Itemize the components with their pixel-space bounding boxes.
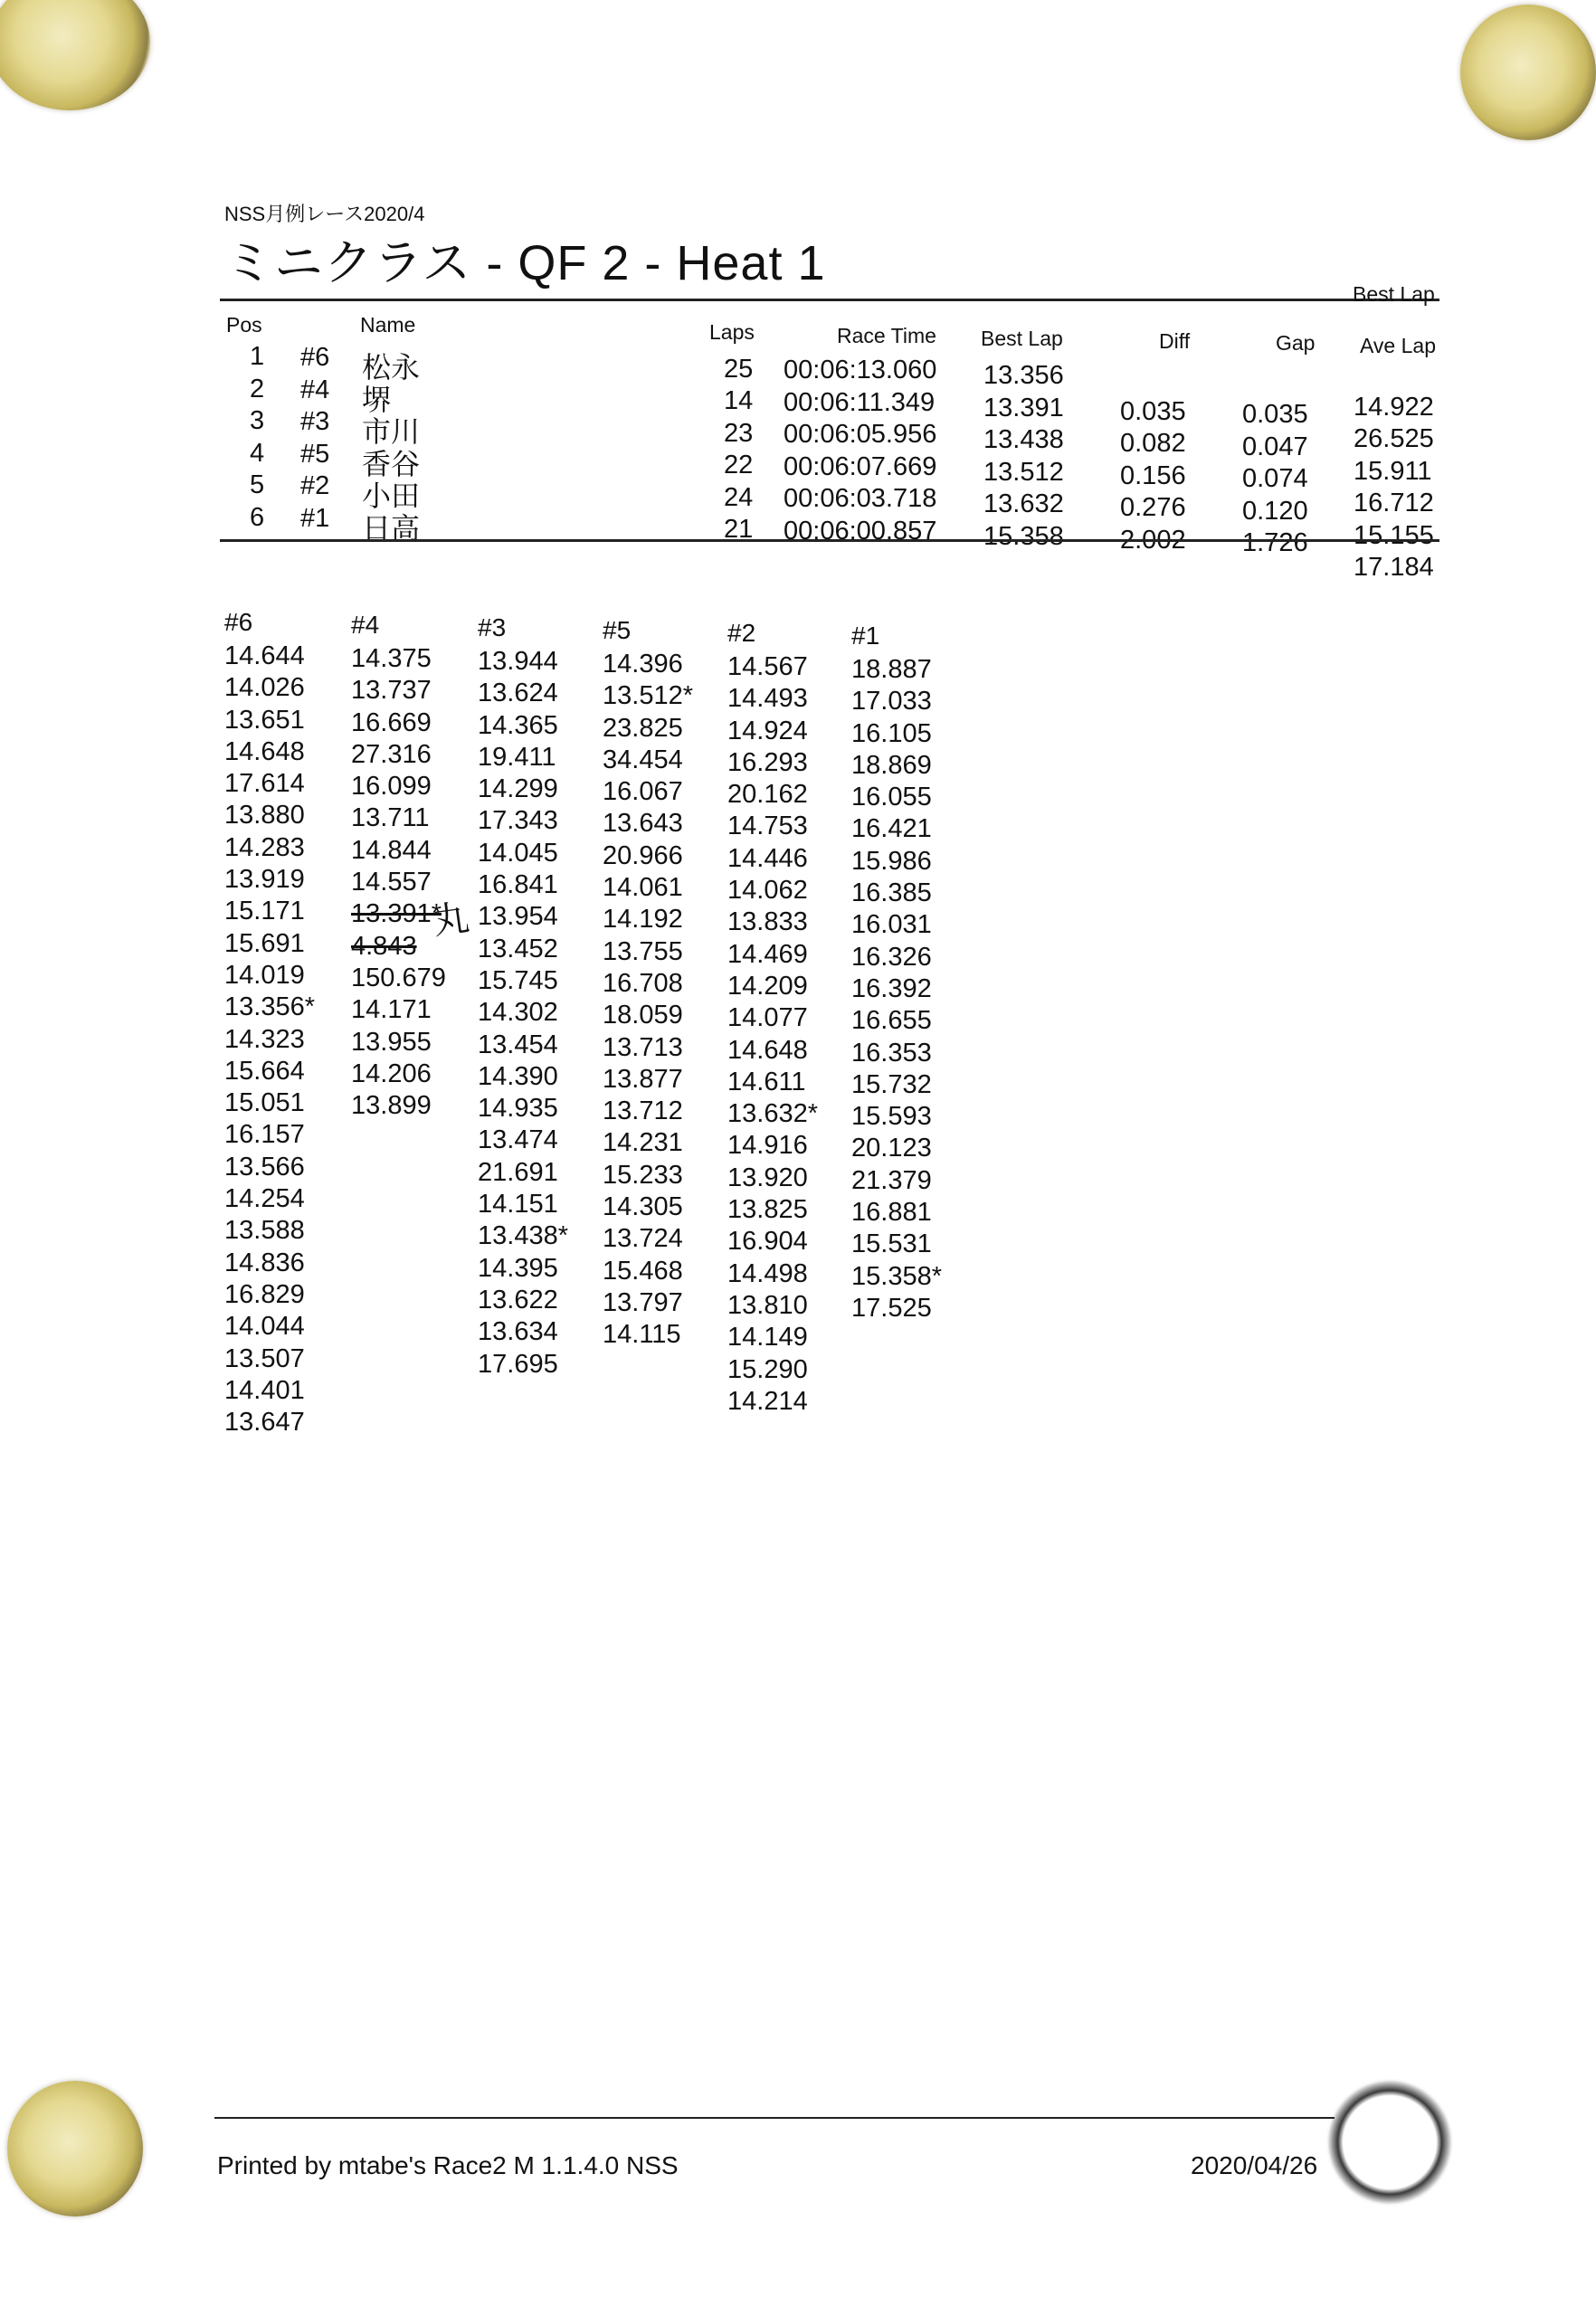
lap-time: 18.887 bbox=[851, 655, 932, 684]
result-ave-lap: 15.155 bbox=[1354, 520, 1434, 550]
lap-column-car-number: #1 bbox=[851, 622, 880, 650]
col-header-gap: Gap bbox=[1276, 331, 1316, 355]
lap-column-car-number: #3 bbox=[478, 613, 507, 641]
lap-time: 14.611 bbox=[727, 1067, 806, 1096]
result-laps: 21 bbox=[724, 515, 754, 545]
col-header-ave-lap: Ave Lap bbox=[1360, 334, 1436, 357]
lap-column bbox=[478, 613, 568, 1381]
result-best-lap: 13.356 bbox=[983, 361, 1064, 391]
lap-time: 14.648 bbox=[224, 736, 305, 766]
lap-time: 13.454 bbox=[478, 1030, 558, 1059]
result-gap: 0.047 bbox=[1242, 432, 1308, 461]
lap-time: 15.664 bbox=[224, 1056, 305, 1086]
lap-time: 13.391* bbox=[351, 899, 442, 929]
lap-time: 13.632* bbox=[727, 1099, 818, 1129]
footer-date: 2020/04/26 bbox=[1191, 2151, 1318, 2179]
result-car-number: #1 bbox=[300, 503, 330, 533]
result-pos: 5 bbox=[250, 470, 265, 499]
lap-column bbox=[851, 622, 942, 1324]
lap-time: 13.452 bbox=[478, 934, 558, 963]
lap-time: 17.343 bbox=[478, 806, 558, 836]
result-pos: 4 bbox=[250, 438, 265, 468]
lap-time: 13.588 bbox=[224, 1216, 305, 1246]
lap-time: 16.293 bbox=[727, 747, 808, 777]
col-header-diff: Diff bbox=[1159, 329, 1191, 353]
result-race-time: 00:06:03.718 bbox=[784, 484, 937, 514]
col-header-name: Name bbox=[360, 313, 416, 337]
pushpin-bottom-right-icon bbox=[1326, 2079, 1453, 2206]
result-laps: 22 bbox=[724, 451, 754, 480]
result-car-number: #2 bbox=[300, 471, 330, 501]
result-laps: 14 bbox=[724, 386, 754, 416]
lap-time: 16.904 bbox=[727, 1227, 808, 1257]
lap-time: 13.651 bbox=[224, 705, 305, 735]
result-best-lap: 15.358 bbox=[983, 521, 1064, 551]
lap-time: 14.557 bbox=[351, 868, 432, 897]
result-race-time: 00:06:05.956 bbox=[784, 420, 937, 450]
lap-time: 14.206 bbox=[351, 1058, 432, 1088]
lap-time: 16.708 bbox=[603, 968, 683, 998]
lap-time: 21.691 bbox=[478, 1157, 558, 1187]
lap-time: 20.162 bbox=[727, 780, 808, 810]
result-best-lap: 13.632 bbox=[983, 489, 1064, 519]
lap-time: 13.797 bbox=[603, 1287, 683, 1317]
lap-time: 14.299 bbox=[478, 774, 558, 804]
lap-time: 16.326 bbox=[851, 942, 932, 972]
col-header-laps: Laps bbox=[709, 320, 755, 344]
result-driver-name: 日高 bbox=[362, 511, 421, 545]
lap-time: 13.647 bbox=[224, 1408, 305, 1438]
lap-time: 14.305 bbox=[603, 1192, 683, 1222]
lap-time: 18.059 bbox=[603, 1001, 683, 1030]
result-laps: 24 bbox=[724, 482, 754, 512]
lap-column-car-number: #2 bbox=[727, 619, 756, 647]
lap-time: 16.881 bbox=[851, 1198, 932, 1228]
lap-time: 13.724 bbox=[603, 1224, 683, 1254]
lap-time: 14.498 bbox=[727, 1258, 808, 1288]
lap-time: 14.836 bbox=[224, 1248, 305, 1277]
lap-time: 13.810 bbox=[727, 1290, 808, 1320]
lap-time: 13.711 bbox=[351, 803, 430, 833]
lap-time: 14.077 bbox=[727, 1003, 808, 1033]
result-race-time: 00:06:07.669 bbox=[784, 451, 937, 481]
lap-time: 14.753 bbox=[727, 812, 808, 841]
lap-time: 15.171 bbox=[224, 897, 305, 926]
result-diff: 0.035 bbox=[1120, 396, 1186, 426]
result-diff: 0.276 bbox=[1120, 493, 1186, 522]
result-diff: 0.082 bbox=[1120, 429, 1186, 458]
lap-time: 14.365 bbox=[478, 710, 558, 740]
lap-time: 21.379 bbox=[851, 1165, 932, 1195]
lap-time: 14.395 bbox=[478, 1253, 558, 1283]
result-best-lap: 13.512 bbox=[983, 457, 1064, 487]
result-ave-lap: 16.712 bbox=[1354, 489, 1434, 518]
lap-time: 14.567 bbox=[727, 652, 808, 681]
lap-time: 14.171 bbox=[351, 995, 432, 1025]
lap-time: 14.644 bbox=[224, 641, 305, 670]
lap-time: 13.512* bbox=[603, 681, 693, 711]
lap-time: 14.115 bbox=[603, 1320, 681, 1350]
lap-time: 16.067 bbox=[603, 777, 683, 807]
col-header-pos: Pos bbox=[226, 313, 262, 337]
lap-time: 14.019 bbox=[224, 960, 305, 990]
lap-column-car-number: #6 bbox=[224, 608, 253, 636]
result-ave-lap: 15.911 bbox=[1354, 456, 1432, 486]
result-driver-name: 香谷 bbox=[362, 447, 421, 480]
result-ave-lap: 17.184 bbox=[1354, 553, 1434, 583]
lap-time: 16.055 bbox=[851, 783, 932, 812]
lap-time: 16.655 bbox=[851, 1006, 932, 1036]
lap-time: 14.924 bbox=[727, 716, 808, 745]
result-ave-lap: 14.922 bbox=[1354, 392, 1434, 422]
lap-time: 14.254 bbox=[224, 1184, 305, 1214]
result-laps: 23 bbox=[724, 418, 754, 448]
lap-time: 15.468 bbox=[603, 1256, 683, 1286]
lap-time: 15.290 bbox=[727, 1354, 808, 1384]
lap-time: 13.944 bbox=[478, 647, 558, 676]
lap-time: 16.829 bbox=[224, 1279, 305, 1309]
lap-time: 15.051 bbox=[224, 1088, 305, 1118]
lap-time: 15.986 bbox=[851, 846, 932, 876]
result-race-time: 00:06:11.349 bbox=[784, 387, 936, 417]
lap-time: 13.825 bbox=[727, 1195, 808, 1225]
result-gap: 0.120 bbox=[1242, 496, 1308, 526]
lap-time: 13.356* bbox=[224, 992, 315, 1022]
lap-column bbox=[603, 616, 693, 1352]
lap-time: 17.525 bbox=[851, 1293, 932, 1323]
lap-time: 34.454 bbox=[603, 745, 683, 774]
result-gap: 0.074 bbox=[1242, 464, 1308, 494]
result-gap: 1.726 bbox=[1242, 528, 1308, 558]
lap-time: 23.825 bbox=[603, 713, 683, 743]
lap-time: 13.877 bbox=[603, 1064, 683, 1094]
result-driver-name: 堺 bbox=[362, 383, 392, 416]
lap-time: 13.737 bbox=[351, 676, 432, 706]
lap-time: 14.231 bbox=[603, 1128, 683, 1158]
lap-time: 14.401 bbox=[224, 1375, 305, 1405]
lap-time: 14.446 bbox=[727, 843, 808, 873]
lap-time: 16.841 bbox=[478, 870, 558, 900]
lap-time: 13.954 bbox=[478, 902, 558, 932]
col-header-best-lap: Best Lap bbox=[981, 327, 1063, 350]
lap-time: 13.474 bbox=[478, 1125, 558, 1155]
best-lap-top-header: Best Lap bbox=[1353, 282, 1435, 306]
pushpin-bottom-left-icon bbox=[7, 2081, 143, 2216]
lap-time: 13.712 bbox=[603, 1096, 683, 1126]
lap-time: 14.062 bbox=[727, 876, 808, 906]
title-divider bbox=[220, 299, 1439, 301]
lap-time: 13.624 bbox=[478, 679, 558, 708]
result-driver-name: 松永 bbox=[362, 351, 421, 384]
result-laps: 25 bbox=[724, 354, 754, 384]
lap-time: 14.192 bbox=[603, 905, 683, 935]
lap-time: 14.469 bbox=[727, 939, 808, 969]
lap-time: 13.755 bbox=[603, 936, 683, 966]
lap-time: 15.358* bbox=[851, 1261, 942, 1291]
lap-time: 4.843 bbox=[351, 931, 417, 961]
lap-time: 14.390 bbox=[478, 1061, 558, 1091]
lap-time: 13.899 bbox=[351, 1091, 432, 1121]
result-car-number: #5 bbox=[300, 439, 330, 469]
result-best-lap: 13.391 bbox=[983, 393, 1064, 422]
lap-time: 14.844 bbox=[351, 835, 432, 865]
result-race-time: 00:06:13.060 bbox=[784, 356, 937, 385]
lap-time: 13.833 bbox=[727, 907, 808, 937]
lap-time: 14.026 bbox=[224, 673, 305, 703]
lap-time: 14.045 bbox=[478, 838, 558, 868]
col-header-race-time: Race Time bbox=[837, 324, 936, 347]
result-pos: 3 bbox=[250, 406, 265, 435]
lap-time: 16.105 bbox=[851, 718, 932, 748]
lap-time: 15.732 bbox=[851, 1069, 932, 1099]
pushpin-top-right-icon bbox=[1460, 5, 1596, 140]
lap-time: 16.031 bbox=[851, 910, 932, 940]
lap-column bbox=[727, 619, 818, 1418]
result-diff: 0.156 bbox=[1120, 460, 1186, 490]
result-car-number: #6 bbox=[300, 343, 330, 373]
lap-time: 27.316 bbox=[351, 739, 432, 769]
lap-time: 18.869 bbox=[851, 750, 932, 780]
lap-time: 14.214 bbox=[727, 1386, 808, 1416]
page-title: ミニクラス - QF 2 - Heat 1 bbox=[224, 236, 826, 290]
result-pos: 1 bbox=[250, 342, 265, 371]
lap-time: 13.713 bbox=[603, 1032, 683, 1062]
lap-time: 16.157 bbox=[224, 1120, 305, 1150]
lap-time: 13.634 bbox=[478, 1317, 558, 1347]
event-subtitle: NSS月例レース2020/4 bbox=[224, 203, 425, 225]
lap-time: 20.123 bbox=[851, 1134, 932, 1163]
result-pos: 2 bbox=[250, 374, 265, 403]
lap-time: 13.566 bbox=[224, 1152, 305, 1182]
lap-time: 16.392 bbox=[851, 973, 932, 1003]
lap-time: 13.955 bbox=[351, 1027, 432, 1057]
lap-time: 14.151 bbox=[478, 1190, 558, 1220]
lap-time: 15.531 bbox=[851, 1229, 932, 1259]
footer-printed-by: Printed by mtabe's Race2 M 1.1.4.0 NSS bbox=[217, 2151, 679, 2179]
lap-column-car-number: #4 bbox=[351, 611, 380, 639]
lap-column bbox=[351, 611, 446, 1122]
lap-time: 15.593 bbox=[851, 1102, 932, 1132]
lap-time: 13.507 bbox=[224, 1343, 305, 1373]
footer-divider bbox=[214, 2117, 1335, 2119]
lap-time: 14.493 bbox=[727, 684, 808, 714]
handwritten-note: 丸 bbox=[430, 897, 472, 944]
lap-time: 15.233 bbox=[603, 1160, 683, 1190]
lap-time: 13.643 bbox=[603, 809, 683, 839]
lap-time: 13.622 bbox=[478, 1285, 558, 1315]
lap-time: 13.880 bbox=[224, 801, 305, 831]
lap-time: 14.648 bbox=[727, 1035, 808, 1065]
lap-time: 14.375 bbox=[351, 644, 432, 673]
lap-time: 14.044 bbox=[224, 1312, 305, 1342]
lap-time: 20.966 bbox=[603, 840, 683, 870]
result-ave-lap: 26.525 bbox=[1354, 424, 1434, 454]
lap-time: 16.099 bbox=[351, 772, 432, 802]
lap-time: 14.283 bbox=[224, 832, 305, 862]
lap-time: 19.411 bbox=[478, 742, 556, 772]
result-pos: 6 bbox=[250, 502, 265, 532]
lap-column-car-number: #5 bbox=[603, 616, 632, 644]
lap-time: 14.935 bbox=[478, 1094, 558, 1124]
lap-time: 14.209 bbox=[727, 971, 808, 1001]
lap-time: 17.695 bbox=[478, 1349, 558, 1379]
results-bottom-divider bbox=[220, 539, 1439, 542]
lap-time: 13.920 bbox=[727, 1163, 808, 1192]
lap-time: 14.323 bbox=[224, 1024, 305, 1054]
lap-time: 16.421 bbox=[851, 814, 932, 844]
lap-time: 14.149 bbox=[727, 1323, 808, 1353]
lap-column bbox=[224, 608, 315, 1438]
lap-time: 13.919 bbox=[224, 865, 305, 895]
lap-time: 17.614 bbox=[224, 769, 305, 799]
result-race-time: 00:06:00.857 bbox=[784, 516, 937, 546]
result-diff: 2.002 bbox=[1120, 525, 1186, 555]
lap-time: 16.385 bbox=[851, 878, 932, 908]
lap-time: 15.745 bbox=[478, 965, 558, 995]
lap-time: 14.916 bbox=[727, 1131, 808, 1161]
result-gap: 0.035 bbox=[1242, 400, 1308, 430]
lap-time: 13.438* bbox=[478, 1221, 568, 1251]
lap-time: 14.061 bbox=[603, 873, 683, 903]
result-car-number: #3 bbox=[300, 407, 330, 437]
pushpin-top-left-icon bbox=[0, 0, 150, 110]
result-driver-name: 市川 bbox=[362, 415, 421, 449]
lap-time: 16.353 bbox=[851, 1038, 932, 1068]
result-best-lap: 13.438 bbox=[983, 425, 1064, 455]
lap-time: 17.033 bbox=[851, 687, 932, 717]
lap-time: 150.679 bbox=[351, 963, 446, 992]
result-car-number: #4 bbox=[300, 375, 330, 404]
lap-time: 16.669 bbox=[351, 707, 432, 737]
lap-time: 14.396 bbox=[603, 650, 683, 679]
result-driver-name: 小田 bbox=[362, 479, 421, 513]
lap-time: 15.691 bbox=[224, 928, 305, 958]
lap-time: 14.302 bbox=[478, 998, 558, 1028]
